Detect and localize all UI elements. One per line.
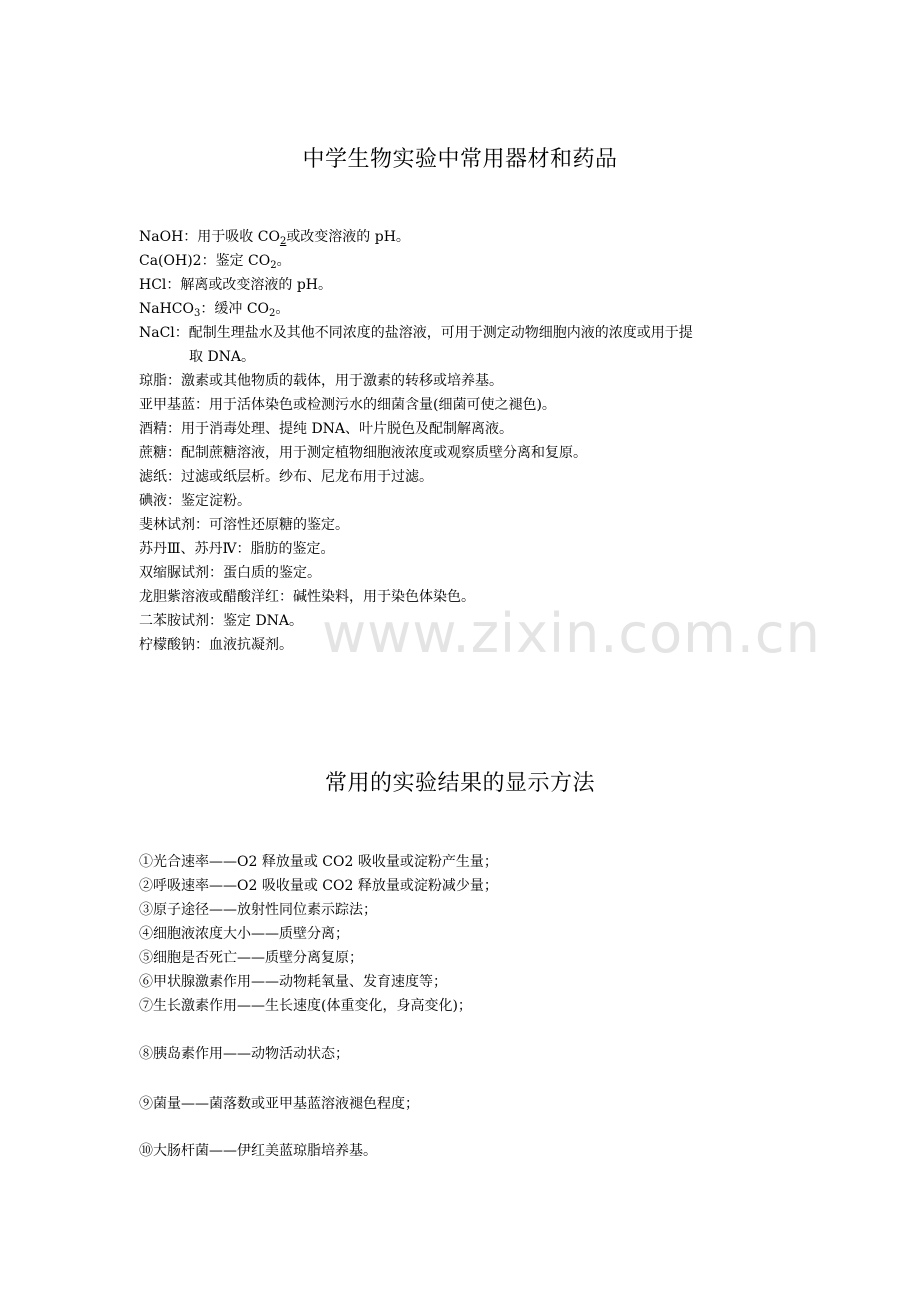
watermark: www.zixin.com.cn [322,602,821,665]
item-diphenylamine: 二苯胺试剂：鉴定 DNA。 [139,613,304,629]
item-nacl-line1: NaCl：配制生理盐水及其他不同浓度的盐溶液，可用于测定动物细胞内液的浓度或用于提 [139,325,693,341]
subscript: 2 [270,260,277,271]
result-item: ④细胞液浓度大小——质壁分离； [139,926,349,942]
item-methylene-blue: 亚甲基蓝：用于活体染色或检测污水的细菌含量(细菌可使之褪色)。 [139,397,556,413]
item-sudan: 苏丹Ⅲ、苏丹Ⅳ：脂肪的鉴定。 [139,541,335,557]
result-item: ②呼吸速率——O2 吸收量或 CO2 释放量或淀粉减少量； [139,878,498,894]
item-agar: 琼脂：激素或其他物质的载体，用于激素的转移或培养基。 [139,373,503,389]
subscript: 2 [269,308,276,319]
result-item: ⑩大肠杆菌——伊红美蓝琼脂培养基。 [139,1143,377,1159]
result-item: ⑤细胞是否死亡——质壁分离复原； [139,950,363,966]
item-nahco3-text: NaHCO [139,301,194,317]
item-nahco3-text-mid: ：缓冲 CO [200,301,270,317]
item-fehling: 斐林试剂：可溶性还原糖的鉴定。 [139,517,349,533]
item-caoh2 [139,252,291,270]
item-naoh [139,228,410,246]
item-nahco3 [139,300,289,318]
result-item: ⑧胰岛素作用——动物活动状态； [139,1046,349,1062]
item-hcl: HCl：解离或改变溶液的 pH。 [139,277,333,293]
item-naoh-text-end: 或改变溶液的 pH。 [286,229,410,245]
item-nacl [139,324,693,342]
subscript: 3 [194,308,201,319]
item-sucrose: 蔗糖：配制蔗糖溶液，用于测定植物细胞液浓度或观察质壁分离和复原。 [139,445,587,461]
item-naoh-text: NaOH：用于吸收 CO [139,229,280,245]
item-nahco3-text-end: 。 [275,301,290,317]
item-iodine: 碘液：鉴定淀粉。 [139,493,251,509]
item-gentian-violet: 龙胆紫溶液或醋酸洋红：碱性染料，用于染色体染色。 [139,589,475,605]
item-sodium-citrate: 柠檬酸钠：血液抗凝剂。 [139,637,293,653]
item-caoh2-text-end: 。 [276,253,291,269]
subscript: 2 [279,236,287,247]
result-item: ①光合速率——O2 释放量或 CO2 吸收量或淀粉产生量； [139,854,498,870]
item-biuret: 双缩脲试剂：蛋白质的鉴定。 [139,565,321,581]
result-item: ⑥甲状腺激素作用——动物耗氧量、发育速度等； [139,974,447,990]
section-title-materials: 中学生物实验中常用器材和药品 [302,147,618,172]
result-item: ⑨菌量——菌落数或亚甲基蓝溶液褪色程度； [139,1096,419,1112]
result-item: ③原子途径——放射性同位素示踪法； [139,902,377,918]
item-alcohol: 酒精：用于消毒处理、提纯 DNA、叶片脱色及配制解离液。 [139,421,514,437]
section-title-results: 常用的实验结果的显示方法 [324,771,595,796]
item-caoh2-text: Ca(OH)2：鉴定 CO [139,253,271,269]
result-item: ⑦生长激素作用——生长速度(体重变化，身高变化)； [139,998,472,1014]
item-nacl-continued: 取 DNA。 [189,349,256,365]
item-filter-paper: 滤纸：过滤或纸层析。纱布、尼龙布用于过滤。 [139,469,433,485]
